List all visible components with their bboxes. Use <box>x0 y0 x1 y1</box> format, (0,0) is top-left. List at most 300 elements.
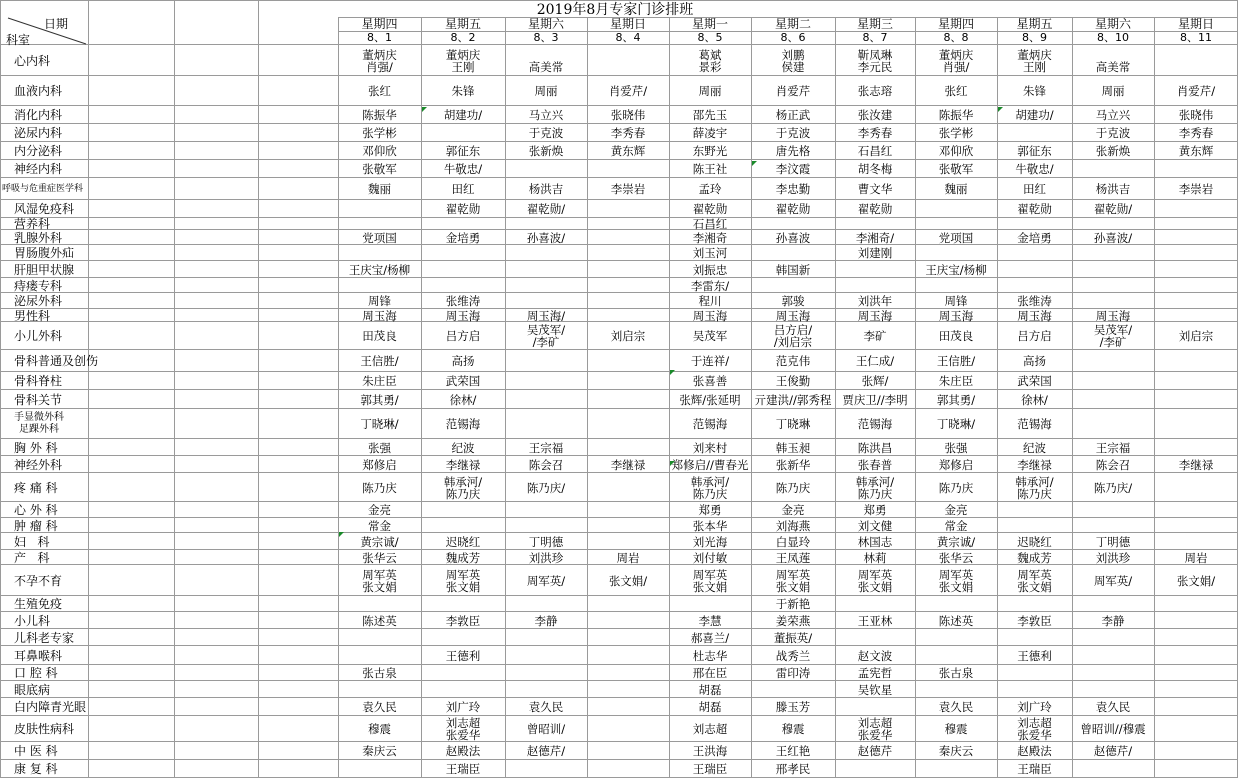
schedule-cell: 范锡海 <box>692 417 728 431</box>
schedule-cell: 周玉海/ <box>526 308 566 323</box>
schedule-cell <box>505 681 587 698</box>
weekday-header: 星期三 <box>856 17 893 31</box>
schedule-cell <box>997 518 1072 533</box>
schedule-cell: 陈振华 <box>362 108 397 122</box>
weekday-header: 星期四 <box>361 17 398 31</box>
schedule-cell: 郭其勇/ <box>360 392 399 407</box>
date-header: 8、6 <box>780 31 806 44</box>
schedule-cell: 党项国 <box>938 230 974 245</box>
schedule-cell: 于克波 <box>775 126 811 140</box>
schedule-cell <box>997 218 1072 230</box>
schedule-cell <box>835 218 915 230</box>
schedule-cell: 刘志超 <box>692 722 728 736</box>
schedule-cell <box>421 665 505 681</box>
dept-name: 耳鼻喉科 <box>14 648 63 663</box>
schedule-cell: 丁晓琳 <box>775 417 811 431</box>
schedule-cell <box>1072 261 1154 278</box>
date-header: 8、10 <box>1097 31 1129 44</box>
dept-name: 儿科老专家 <box>14 630 75 645</box>
schedule-cell: 魏成芳 <box>445 550 481 565</box>
date-header: 8、8 <box>943 31 969 44</box>
dept-name: 口 腔 科 <box>14 666 58 680</box>
schedule-cell: 王瑞臣 <box>692 762 728 776</box>
schedule-cell: 于克波 <box>528 126 564 140</box>
schedule-cell: 郭征东 <box>1017 144 1052 158</box>
schedule-cell: 范锡海 <box>445 417 481 431</box>
schedule-cell <box>1072 350 1154 372</box>
schedule-cell: 王仁成/ <box>855 354 895 368</box>
schedule-cell: 范克伟 <box>775 354 811 368</box>
schedule-cell: 邢孝民 <box>775 762 811 776</box>
schedule-cell <box>587 698 669 716</box>
schedule-cell: 王信胜/ <box>360 354 399 368</box>
schedule-cell: 赵殿法 <box>1017 744 1052 758</box>
corner-dept-label: 科室 <box>6 33 31 47</box>
schedule-cell <box>1154 293 1238 309</box>
schedule-cell: 王亚林 <box>857 613 893 628</box>
schedule-cell <box>587 218 669 230</box>
schedule-cell: 刘玉河 <box>692 246 728 260</box>
schedule-cell: 刘来村 <box>692 440 728 455</box>
schedule-cell: 张文娟/ <box>1176 573 1216 588</box>
schedule-cell: 李静 <box>534 613 558 628</box>
schedule-cell: 吕方启/ /刘启宗 <box>773 323 813 349</box>
schedule-cell: 周军英/ <box>1093 573 1133 588</box>
dept-name: 消化内科 <box>14 108 63 122</box>
schedule-cell <box>1154 473 1238 502</box>
schedule-cell <box>338 596 421 612</box>
schedule-cell: 纪波 <box>451 440 475 455</box>
schedule-cell: 杜志华 <box>692 648 728 663</box>
schedule-cell <box>997 502 1072 518</box>
schedule-cell: 刘海燕 <box>775 518 811 533</box>
schedule-cell: 李敦臣 <box>445 613 481 628</box>
dept-name: 风湿免疫科 <box>14 202 75 216</box>
schedule-cell: 李雷东/ <box>690 278 730 293</box>
schedule-cell <box>338 629 421 646</box>
schedule-cell: 张喜善 <box>692 374 728 388</box>
schedule-cell <box>587 473 669 502</box>
schedule-cell: 张学彬 <box>938 126 974 140</box>
schedule-cell <box>751 245 835 261</box>
schedule-cell <box>587 681 669 698</box>
schedule-cell: 靳凤琳 李元民 <box>857 47 893 74</box>
schedule-cell: 白显玲 <box>775 534 811 549</box>
schedule-cell: 张强 <box>368 440 391 455</box>
dept-name: 痔瘘专科 <box>14 278 63 293</box>
schedule-cell: 袁久民 <box>1095 700 1131 714</box>
schedule-cell: 陈乃庆/ <box>526 480 566 495</box>
schedule-cell: 翟乾勋 <box>857 202 893 216</box>
schedule-cell: 常金 <box>368 518 391 533</box>
schedule-cell <box>505 665 587 681</box>
dept-name: 肝胆甲状腺 <box>14 262 75 277</box>
schedule-cell: 李秀春 <box>610 126 646 140</box>
schedule-cell <box>587 629 669 646</box>
schedule-cell: 张维涛 <box>445 294 481 308</box>
schedule-cell: 金亮 <box>944 503 968 517</box>
schedule-cell <box>1154 681 1238 698</box>
schedule-cell: 董炳庆 肖强/ <box>362 47 397 74</box>
schedule-cell: 张新焕 <box>528 144 564 158</box>
schedule-cell: 孙喜波/ <box>526 230 566 245</box>
schedule-cell <box>505 596 587 612</box>
date-header: 8、7 <box>862 31 888 44</box>
schedule-cell: 牛敬忠/ <box>443 162 483 176</box>
schedule-cell <box>421 278 505 293</box>
schedule-cell: 陈会召 <box>1095 457 1131 472</box>
schedule-cell: 陈乃庆 <box>362 480 397 495</box>
schedule-cell: 韩承河/ 陈乃庆 <box>690 474 730 501</box>
schedule-cell <box>505 278 587 293</box>
schedule-cell: 牛敬忠/ <box>1015 162 1054 176</box>
schedule-cell <box>421 681 505 698</box>
schedule-cell: 杨洪吉 <box>1095 182 1131 196</box>
schedule-cell: 张新焕 <box>1095 144 1131 158</box>
schedule-cell: 郭其勇/ <box>936 392 976 407</box>
schedule-cell: 张维涛 <box>1017 294 1052 308</box>
schedule-cell: 陈洪昌 <box>857 440 893 455</box>
schedule-cell: 周锋 <box>368 294 391 308</box>
schedule-cell <box>915 278 997 293</box>
schedule-cell <box>1072 760 1154 778</box>
schedule-cell: 吕方启 <box>445 329 481 343</box>
schedule-cell: 于克波 <box>1095 126 1131 140</box>
schedule-cell: 周丽 <box>698 84 722 98</box>
schedule-cell: 田茂良 <box>362 329 397 343</box>
schedule-cell <box>338 245 421 261</box>
schedule-cell: 周玉海 <box>938 308 974 323</box>
dept-name: 中 医 科 <box>14 744 58 758</box>
schedule-cell <box>1154 518 1238 533</box>
schedule-cell <box>1154 245 1238 261</box>
weekday-header: 星期一 <box>691 17 728 31</box>
schedule-cell <box>505 261 587 278</box>
schedule-cell: 周玉海 <box>692 308 728 323</box>
schedule-cell <box>1154 698 1238 716</box>
schedule-cell: 张华云 <box>362 550 397 565</box>
schedule-cell: 王洪海 <box>692 744 728 758</box>
schedule-cell: 朱庄臣 <box>362 374 397 388</box>
schedule-cell <box>1154 261 1238 278</box>
schedule-cell: 李继禄 <box>1178 457 1214 472</box>
schedule-cell: 周玉海 <box>857 308 893 323</box>
schedule-cell <box>1154 200 1238 218</box>
dept-name: 呼吸与危重症医学科 <box>2 184 84 194</box>
schedule-cell: 张敬军 <box>362 162 397 176</box>
schedule-cell <box>1072 278 1154 293</box>
schedule-cell: 王红艳 <box>775 744 811 758</box>
schedule-cell: 周玉海 <box>362 308 397 323</box>
schedule-cell: 胡冬梅 <box>857 162 893 176</box>
schedule-cell <box>1072 409 1154 439</box>
schedule-cell <box>915 200 997 218</box>
schedule-cell: 张红 <box>368 84 391 98</box>
schedule-cell: 王庆宝/杨柳 <box>348 262 411 277</box>
schedule-cell: 周玉海 <box>1095 308 1131 323</box>
schedule-cell: 周军英 张文娟 <box>692 567 728 594</box>
schedule-cell <box>835 278 915 293</box>
schedule-cell: 孙喜波 <box>775 230 811 245</box>
dept-name: 泌尿外科 <box>14 294 63 308</box>
schedule-cell <box>338 646 421 665</box>
schedule-cell: 朱锋 <box>1023 84 1046 98</box>
schedule-cell <box>587 439 669 456</box>
schedule-cell: 丁明德 <box>528 534 564 549</box>
schedule-cell: 周军英 张文娟 <box>857 567 893 594</box>
schedule-cell <box>835 596 915 612</box>
schedule-cell: 秦庆云 <box>362 744 397 758</box>
schedule-cell: 田红 <box>1023 182 1046 196</box>
schedule-cell <box>587 45 669 76</box>
schedule-cell <box>1072 390 1154 409</box>
schedule-cell: 唐先格 <box>775 144 811 158</box>
date-header: 8、5 <box>697 31 723 44</box>
schedule-cell <box>421 261 505 278</box>
schedule-cell <box>421 629 505 646</box>
schedule-cell <box>505 760 587 778</box>
schedule-cell: 陈述英 <box>362 613 397 628</box>
dept-name: 神经内科 <box>14 162 63 176</box>
schedule-cell: 张本华 <box>692 518 728 533</box>
schedule-cell: 秦庆云 <box>938 744 974 758</box>
schedule-cell: 董炳庆 王刚 <box>445 47 481 74</box>
schedule-cell: 范锡海 <box>857 417 893 431</box>
schedule-cell: 郑勇 <box>863 503 887 517</box>
schedule-cell: 陈振华 <box>938 108 974 122</box>
schedule-cell: 刘启宗 <box>610 329 646 343</box>
schedule-cell: 李继禄 <box>610 457 646 472</box>
schedule-cell <box>751 681 835 698</box>
schedule-cell: 丁明德 <box>1095 534 1131 549</box>
schedule-cell <box>1072 372 1154 390</box>
dept-name: 产 科 <box>14 550 50 565</box>
schedule-cell: 郭征东 <box>445 144 481 158</box>
comment-marker-icon <box>670 461 675 466</box>
schedule-cell: 邓仰欣 <box>362 144 397 158</box>
schedule-cell <box>505 502 587 518</box>
schedule-cell: 赵殿法 <box>445 744 481 758</box>
schedule-cell <box>338 681 421 698</box>
schedule-cell: 邢在臣 <box>692 666 728 680</box>
schedule-cell: 纪波 <box>1023 440 1046 455</box>
schedule-cell: 李崇岩 <box>1178 182 1214 196</box>
schedule-cell: 张强 <box>944 440 968 455</box>
schedule-cell <box>1154 629 1238 646</box>
schedule-cell <box>338 760 421 778</box>
schedule-cell <box>1154 278 1238 293</box>
schedule-cell <box>505 629 587 646</box>
date-header: 8、11 <box>1180 31 1212 44</box>
dept-name: 心 外 科 <box>14 503 58 517</box>
weekday-header: 星期四 <box>937 17 974 31</box>
schedule-cell <box>1072 646 1154 665</box>
schedule-cell: 胡磊 <box>698 682 722 697</box>
schedule-cell: 雷印涛 <box>775 666 811 680</box>
schedule-cell: 亓建洪//郭秀程 <box>754 392 832 407</box>
schedule-cell: 丁晓琳/ <box>936 417 976 431</box>
schedule-cell: 战秀兰 <box>775 648 811 663</box>
schedule-cell: 郝喜兰/ <box>690 630 730 645</box>
schedule-cell <box>1154 742 1238 760</box>
dept-name: 皮肤性病科 <box>14 722 75 736</box>
schedule-cell <box>1154 646 1238 665</box>
schedule-cell <box>338 200 421 218</box>
schedule-cell: 杨洪吉 <box>528 182 564 196</box>
schedule-cell: 邓仰欣 <box>938 144 974 158</box>
schedule-cell: 魏丽 <box>368 182 391 196</box>
schedule-cell <box>587 409 669 439</box>
schedule-cell: 王凤莲 <box>775 550 811 565</box>
schedule-cell <box>1072 518 1154 533</box>
schedule-cell: 翟乾勋 <box>445 202 481 216</box>
schedule-cell: 李敦臣 <box>1017 613 1052 628</box>
schedule-cell: 曾昭训/ <box>526 722 566 736</box>
schedule-cell: 赵德芹/ <box>526 744 566 758</box>
date-header: 8、1 <box>367 31 392 44</box>
schedule-cell: 张辉/ <box>861 374 889 388</box>
dept-name: 血液内科 <box>14 84 63 98</box>
schedule-cell: 李矿 <box>863 329 887 343</box>
schedule-cell: 袁久民 <box>938 700 974 714</box>
schedule-cell: 王信胜/ <box>936 354 976 368</box>
schedule-cell: 常金 <box>944 518 968 533</box>
schedule-cell: 武荣国 <box>1017 374 1052 388</box>
schedule-cell <box>1154 230 1238 245</box>
schedule-cell: 周玉海 <box>775 308 811 323</box>
schedule-cell <box>587 309 669 322</box>
schedule-cell <box>1154 350 1238 372</box>
schedule-cell: 翟乾勋/ <box>526 202 566 216</box>
schedule-cell: 袁久民 <box>362 700 397 714</box>
schedule-cell <box>1154 716 1238 742</box>
schedule-cell <box>421 502 505 518</box>
schedule-cell: 韩承河/ 陈乃庆 <box>855 474 895 501</box>
schedule-cell: 徐林/ <box>449 392 477 407</box>
schedule-cell <box>751 218 835 230</box>
schedule-cell: 刘鹏 侯建 <box>781 47 805 74</box>
schedule-cell <box>505 372 587 390</box>
schedule-cell <box>505 245 587 261</box>
schedule-cell: 周军英 张文娟 <box>775 567 811 594</box>
schedule-cell: 刘洪珍 <box>1095 550 1131 565</box>
dept-name: 骨科脊柱 <box>14 374 63 388</box>
schedule-cell: 李湘奇 <box>692 230 728 245</box>
schedule-cell: 李继禄 <box>445 457 481 472</box>
schedule-cell: 胡磊 <box>698 700 722 714</box>
schedule-cell: 高扬 <box>451 354 475 368</box>
schedule-cell: 王宗福 <box>1095 440 1131 455</box>
schedule-cell <box>505 218 587 230</box>
schedule-cell <box>505 518 587 533</box>
schedule-cell <box>1154 502 1238 518</box>
schedule-cell: 翟乾勋 <box>775 202 811 216</box>
schedule-cell: 于新艳 <box>775 597 811 611</box>
schedule-cell: 王宗福 <box>528 440 564 455</box>
schedule-cell: 贾庆卫//李明 <box>842 392 908 407</box>
schedule-cell <box>1154 612 1238 629</box>
schedule-cell: 黄宗诚/ <box>360 534 399 549</box>
schedule-cell: 田红 <box>451 182 475 196</box>
schedule-cell: 刘建刚 <box>857 246 893 260</box>
schedule-cell: 曹文华 <box>857 182 893 196</box>
schedule-cell <box>997 245 1072 261</box>
corner-date-label: 日期 <box>44 17 69 31</box>
schedule-cell <box>751 278 835 293</box>
dept-name: 胸 外 科 <box>14 440 58 455</box>
schedule-cell <box>505 409 587 439</box>
schedule-cell: 石昌红 <box>857 144 893 158</box>
schedule-cell: 金亮 <box>368 503 391 517</box>
schedule-cell: 郑修启//曹春光 <box>671 457 749 472</box>
schedule-cell <box>1154 439 1238 456</box>
schedule-cell: 李崇岩 <box>610 182 646 196</box>
schedule-cell: 周玉海 <box>1017 308 1052 323</box>
schedule-cell <box>997 278 1072 293</box>
schedule-cell <box>997 124 1072 142</box>
schedule-cell: 郭骏 <box>781 294 805 308</box>
schedule-cell <box>587 518 669 533</box>
schedule-cell: 金培勇 <box>1017 230 1052 245</box>
schedule-cell <box>1154 533 1238 550</box>
dept-name: 胃肠腹外疝 <box>14 246 75 260</box>
dept-name: 乳腺外科 <box>14 230 63 245</box>
dept-name: 营养科 <box>14 217 51 231</box>
schedule-cell: 石昌红 <box>692 217 728 231</box>
schedule-cell: 张古泉 <box>938 666 974 680</box>
schedule-cell: 刘志超 张爱华 <box>1017 716 1052 742</box>
dept-name: 骨科普通及创伤 <box>14 354 99 368</box>
schedule-cell <box>997 261 1072 278</box>
date-header: 8、4 <box>615 31 641 44</box>
schedule-cell: 吴钦星 <box>857 682 893 697</box>
schedule-cell: 刘洪年 <box>857 294 893 308</box>
schedule-cell: 韩玉昶 <box>775 440 811 455</box>
schedule-cell <box>587 502 669 518</box>
schedule-cell <box>587 278 669 293</box>
schedule-cell <box>835 629 915 646</box>
schedule-cell <box>587 261 669 278</box>
schedule-cell: 韩承河/ 陈乃庆 <box>443 474 483 501</box>
schedule-cell <box>587 742 669 760</box>
sheet-title: 2019年8月专家门诊排班 <box>536 1 694 18</box>
schedule-cell <box>421 124 505 142</box>
schedule-cell: 肖爱芹/ <box>1176 84 1216 98</box>
dept-name: 手显微外科 足踝外科 <box>14 412 64 435</box>
schedule-cell <box>587 646 669 665</box>
dept-name: 疼 痛 科 <box>14 480 58 495</box>
schedule-cell: 翟乾勋/ <box>1093 202 1133 216</box>
schedule-cell: 高美常 <box>528 59 564 74</box>
dept-name: 康 复 科 <box>14 762 58 776</box>
schedule-cell: 周军英 张文娟 <box>938 567 974 594</box>
schedule-cell: 李秀春 <box>1178 126 1214 140</box>
schedule-cell: 魏成芳 <box>1017 550 1052 565</box>
schedule-cell <box>1072 665 1154 681</box>
schedule-cell: 郑勇 <box>698 503 722 517</box>
schedule-cell: 金亮 <box>781 503 805 517</box>
schedule-cell: 姜荣燕 <box>775 613 811 628</box>
schedule-cell: 张学彬 <box>362 126 397 140</box>
schedule-cell <box>1154 665 1238 681</box>
schedule-cell: 武荣国 <box>445 374 481 388</box>
schedule-cell <box>1154 309 1238 322</box>
weekday-header: 星期五 <box>444 17 481 31</box>
schedule-cell: 胡建功/ <box>443 108 483 122</box>
schedule-cell: 王德利 <box>445 648 481 663</box>
schedule-cell: 程川 <box>698 294 722 308</box>
schedule-cell: 张汝建 <box>857 108 893 122</box>
